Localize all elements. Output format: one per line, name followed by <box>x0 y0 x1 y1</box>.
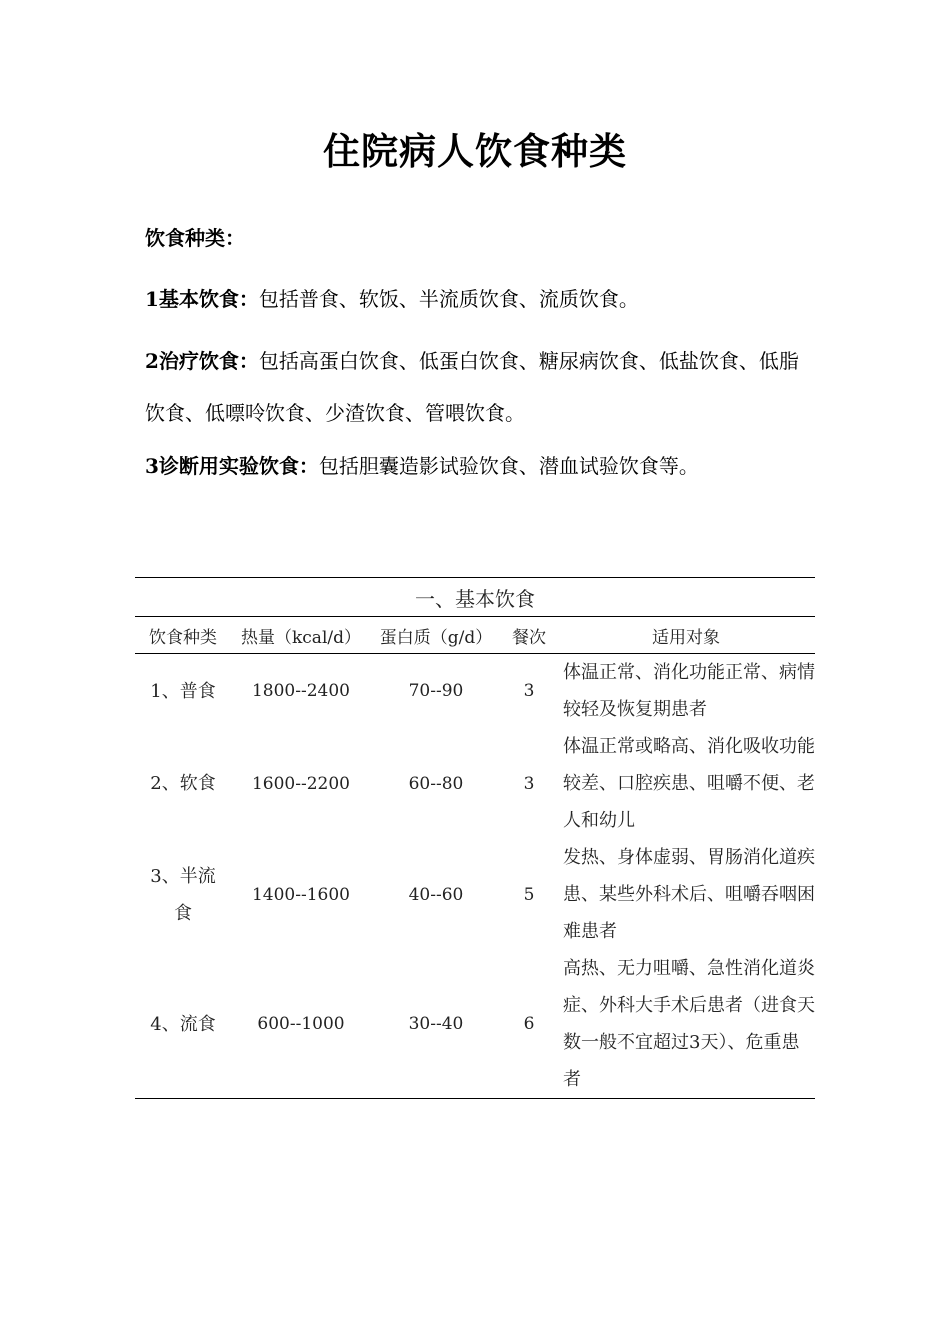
paragraph-therapeutic-diet <box>145 335 815 439</box>
table-row <box>135 728 815 839</box>
cell-target: 体温正常或略高、消化吸收功能较差、口腔疾患、咀嚼不便、老人和幼儿 <box>563 736 815 831</box>
column-header-protein: 蛋白质（g/d） <box>371 617 501 654</box>
cell-diet-type: 1、普食 <box>150 680 216 702</box>
cell-meals: 5 <box>523 884 535 905</box>
column-header-meals: 餐次 <box>501 617 557 654</box>
cell-protein: 60--80 <box>408 773 464 794</box>
column-header-target: 适用对象 <box>557 617 815 654</box>
cell-protein: 40--60 <box>408 884 464 905</box>
table-header-row <box>135 617 815 654</box>
cell-target: 发热、身体虚弱、胃肠消化道疾患、某些外科术后、咀嚼吞咽困难患者 <box>563 847 815 942</box>
cell-protein: 30--40 <box>371 950 501 1099</box>
paragraph-diagnostic-diet <box>145 440 815 492</box>
paragraph-label: 2治疗饮食： <box>145 349 259 373</box>
table-caption: 一、基本饮食 <box>135 578 815 617</box>
table-caption-row <box>135 578 815 617</box>
table-row <box>135 839 815 950</box>
cell-target: 高热、无力咀嚼、急性消化道炎症、外科大手术后患者（进食天数一般不宜超过3天）、危重患者 <box>557 950 815 1099</box>
paragraph-label: 3诊断用实验饮食： <box>145 454 319 478</box>
intro-label-text: 饮食种类： <box>145 226 245 250</box>
intro-label <box>145 212 815 264</box>
column-header-diet-type: 饮食种类 <box>135 617 231 654</box>
paragraph-text: 包括胆囊造影试验饮食、潜血试验饮食等。 <box>318 454 699 478</box>
page-title: 住院病人饮食种类 <box>323 129 627 173</box>
cell-meals: 3 <box>523 773 535 794</box>
cell-heat: 1800--2400 <box>251 681 350 701</box>
cell-diet-type: 2、软食 <box>150 773 216 794</box>
paragraph-text: 包括高蛋白饮食、低蛋白饮食、糖尿病饮食、低盐饮食、低脂饮食、低嘌呤饮食、少渣饮食、管喂饮食。 <box>145 349 799 425</box>
cell-protein: 70--90 <box>408 681 464 701</box>
paragraph-text: 包括普食、软饭、半流质饮食、流质饮食。 <box>258 287 639 311</box>
cell-meals: 6 <box>501 950 557 1099</box>
cell-heat: 600--1000 <box>231 950 371 1099</box>
table-row <box>135 950 815 1099</box>
cell-heat: 1400--1600 <box>251 884 350 905</box>
paragraph-basic-diet <box>145 273 815 325</box>
cell-meals: 3 <box>523 681 535 701</box>
cell-diet-type: 3、半流食 <box>150 865 216 924</box>
cell-heat: 1600--2200 <box>251 773 350 794</box>
cell-diet-type: 4、流食 <box>135 950 231 1099</box>
cell-target: 体温正常、消化功能正常、病情较轻及恢复期患者 <box>563 662 815 720</box>
column-header-heat: 热量（kcal/d） <box>231 617 371 654</box>
table-row <box>135 654 815 729</box>
paragraph-label: 1基本饮食： <box>145 287 259 311</box>
basic-diet-table <box>135 577 815 1099</box>
